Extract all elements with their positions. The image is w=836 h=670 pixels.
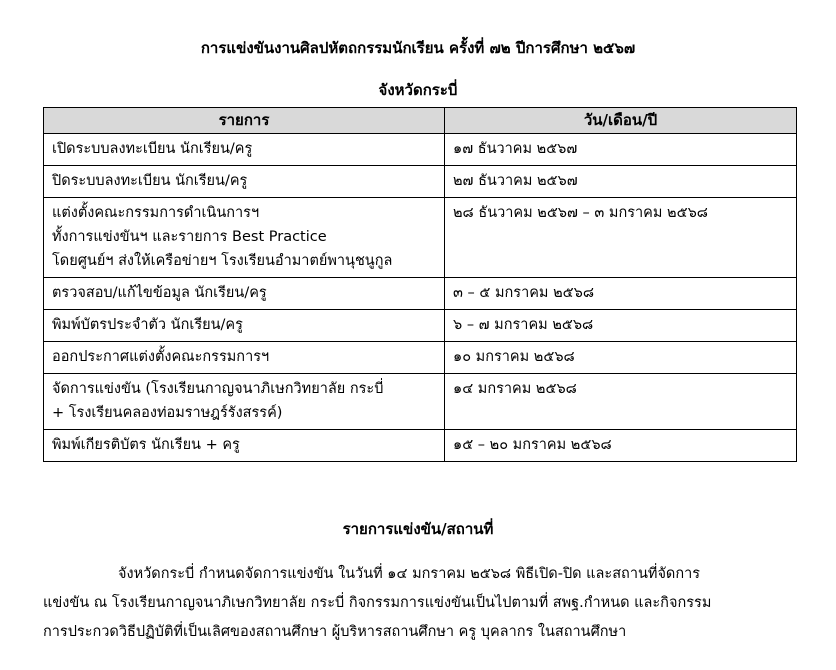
table-header-row [44, 108, 797, 134]
schedule-item-text: ทั้งการแข่งขันฯ และรายการ Best Practice [52, 229, 327, 245]
schedule-date-text: ๑๗ ธันวาคม ๒๕๖๗ [453, 141, 578, 157]
schedule-date-text: ๓ – ๕ มกราคม ๒๕๖๘ [453, 285, 595, 301]
schedule-item-cell [44, 166, 445, 198]
paragraph-line: จังหวัดกระบี่ กำหนดจัดการแข่งขัน ในวันที่ ๑๔ มกราคม ๒๕๖๘ พิธีเปิด-ปิด และสถานที่จัดการ [118, 566, 701, 582]
schedule-date-text: ๑๔ มกราคม ๒๕๖๘ [453, 381, 577, 397]
schedule-item-cell [44, 430, 445, 462]
schedule-item-text: พิมพ์เกียรติบัตร นักเรียน + ครู [52, 437, 240, 453]
schedule-date-cell [445, 310, 797, 342]
schedule-date-cell [445, 342, 797, 374]
schedule-item-cell [44, 278, 445, 310]
schedule-item-text: ปิดระบบลงทะเบียน นักเรียน/ครู [52, 173, 248, 189]
schedule-item-cell [44, 134, 445, 166]
province-heading: จังหวัดกระบี่ [378, 81, 458, 99]
schedule-item-text: + โรงเรียนคลองท่อมราษฎร์รังสรรค์) [52, 405, 283, 421]
schedule-item-text: แต่งตั้งคณะกรรมการดำเนินการฯ [52, 205, 260, 221]
schedule-item-cell [44, 342, 445, 374]
paragraph-line: แข่งขัน ณ โรงเรียนกาญจนาภิเษกวิทยาลัย กระบี่ กิจกรรมการแข่งขันเป็นไปตามที่ สพฐ.กำหนด และกิจกรรม [43, 595, 712, 611]
schedule-date-text: ๖ – ๗ มกราคม ๒๕๖๘ [453, 317, 594, 333]
schedule-item-cell [44, 374, 445, 430]
table-body [44, 134, 797, 462]
schedule-date-cell [445, 166, 797, 198]
schedule-item-text: พิมพ์บัตรประจำตัว นักเรียน/ครู [52, 317, 243, 333]
table-row [44, 134, 797, 166]
column-header-date: วัน/เดือน/ปี [445, 108, 797, 134]
schedule-item-text: ออกประกาศแต่งตั้งคณะกรรมการฯ [52, 349, 270, 365]
table-row [44, 374, 797, 430]
table-row [44, 278, 797, 310]
schedule-date-text: ๒๗ ธันวาคม ๒๕๖๗ [453, 173, 578, 189]
schedule-date-cell [445, 134, 797, 166]
schedule-item-cell [44, 310, 445, 342]
table-row [44, 430, 797, 462]
table-row [44, 342, 797, 374]
table-row [44, 198, 797, 278]
table-row [44, 310, 797, 342]
schedule-date-text: ๒๘ ธันวาคม ๒๕๖๗ – ๓ มกราคม ๒๕๖๘ [453, 205, 708, 221]
paragraph-line: การประกวดวิธีปฏิบัติที่เป็นเลิศของสถานศึกษา ผู้บริหารสถานศึกษา ครู บุคลากร ในสถานศึกษา [43, 624, 627, 640]
schedule-item-text: โดยศูนย์ฯ ส่งให้เครือข่ายฯ โรงเรียนอำมาตย์พานุชนูกูล [52, 253, 393, 269]
schedule-item-text: ตรวจสอบ/แก้ไขข้อมูล นักเรียน/ครู [52, 285, 267, 301]
schedule-item-cell [44, 198, 445, 278]
schedule-table [43, 107, 797, 462]
schedule-date-text: ๑๕ – ๒๐ มกราคม ๒๕๖๘ [453, 437, 612, 453]
table-row [44, 166, 797, 198]
schedule-date-cell [445, 198, 797, 278]
body-paragraph [43, 560, 796, 647]
schedule-date-text: ๑๐ มกราคม ๒๕๖๘ [453, 349, 575, 365]
column-header-item: รายการ [44, 108, 445, 134]
schedule-date-cell [445, 278, 797, 310]
schedule-item-text: เปิดระบบลงทะเบียน นักเรียน/ครู [52, 141, 253, 157]
schedule-date-cell [445, 374, 797, 430]
document-title: การแข่งขันงานศิลปหัตถกรรมนักเรียน ครั้งที่ ๗๒ ปีการศึกษา ๒๕๖๗ [200, 39, 636, 57]
schedule-item-text: จัดการแข่งขัน (โรงเรียนกาญจนาภิเษกวิทยาลัย กระบี่ [52, 381, 384, 397]
schedule-date-cell [445, 430, 797, 462]
section-heading: รายการแข่งขัน/สถานที่ [342, 520, 494, 538]
